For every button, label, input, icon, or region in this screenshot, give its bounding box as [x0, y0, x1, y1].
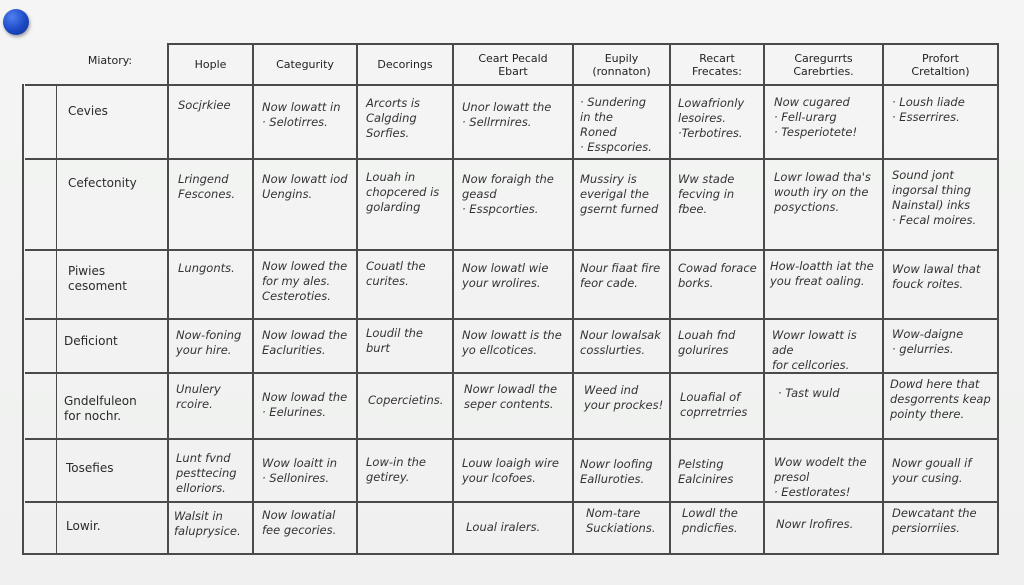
column-header: Ceart Pecald Ebart — [478, 52, 548, 78]
row-label: Cevies — [68, 104, 108, 118]
table-cell: Now lowed the for my ales. Cesteroties. — [262, 259, 348, 303]
table-cell: Dowd here that desgorrents keap pointy there. — [890, 377, 991, 421]
table-cell: Nowr loofing Ealluroties. — [580, 457, 653, 486]
table-cell: Low-in the getirey. — [366, 455, 427, 484]
row-label: Lowir. — [66, 519, 101, 533]
grid-line — [167, 43, 999, 45]
table-cell: Wow-daigne · gelurries. — [892, 327, 964, 356]
grid-line — [997, 43, 999, 555]
grid-line — [252, 43, 254, 555]
table-cell: Louw loaigh wire your lcofoes. — [462, 456, 559, 485]
grid-line — [25, 438, 999, 440]
grid-line — [882, 43, 884, 555]
table-cell: Lowdl the pndicfies. — [682, 506, 738, 535]
table-cell: Wowr lowatt is ade for cellcories. — [772, 328, 857, 372]
table-cell: Now lowad the Eaclurities. — [262, 328, 348, 357]
grid-line — [56, 84, 57, 555]
table-cell: · Tast wuld — [778, 386, 840, 400]
row-label: Gndelfuleon for nochr. — [64, 394, 137, 423]
grid-line — [25, 318, 999, 320]
table-cell: Mussiry is everigal the gsernt furned — [580, 172, 659, 216]
table-cell: Wow lawal that fouck roites. — [892, 262, 981, 291]
table-cell: Loual iralers. — [466, 520, 541, 534]
table-cell: How-loatth iat the you freat oaling. — [770, 259, 874, 288]
table-cell: Nour fiaat fire feor cade. — [580, 261, 661, 290]
grid-line — [572, 43, 574, 555]
column-header: Caregurrts Carebrties. — [793, 52, 854, 78]
table-cell: Wow loaitt in · Sellonires. — [262, 456, 338, 485]
column-header: Hople — [194, 58, 227, 71]
table-cell: Couatl the curites. — [366, 259, 426, 288]
table-cell: Ww stade fecving in fbee. — [678, 172, 735, 216]
table-cell: Nowr lrofires. — [776, 517, 854, 531]
table-cell: Cowad forace borks. — [678, 261, 757, 290]
row-label: Cefectonity — [68, 176, 137, 190]
column-header: Eupily (ronnaton) — [592, 52, 651, 78]
grid-line — [25, 158, 999, 160]
table-cell: Lungonts. — [178, 261, 235, 275]
table-cell: Pelsting Ealcinires — [678, 457, 734, 486]
table-cell: Louah in chopcered is golarding — [366, 170, 440, 214]
table-cell: Dewcatant the persiorriies. — [892, 506, 977, 535]
column-header: Profort Cretaltion) — [911, 52, 970, 78]
column-header: Recart Frecates: — [692, 52, 742, 78]
table-cell: Wow wodelt the presol · Eestlorates! — [774, 455, 867, 499]
table-cell: Lunt fvnd pesttecing elloriors. — [176, 451, 237, 495]
table-cell: Unulery rcoire. — [176, 382, 221, 411]
grid-line — [25, 501, 999, 503]
table-cell: Lowr lowad tha's wouth iry on the posyctions. — [774, 170, 871, 214]
table-cell: Now lowatt in · Selotirres. — [262, 100, 341, 129]
table-cell: Louafial of coprretrries — [680, 390, 748, 419]
magnet — [3, 9, 29, 35]
table-cell: Weed ind your prockes! — [584, 383, 664, 412]
table-cell: · Loush liade · Esserrires. — [892, 95, 965, 124]
grid-line — [763, 43, 765, 555]
table-cell: Now lowad the · Eelurines. — [262, 390, 348, 419]
grid-line — [25, 249, 999, 251]
table-cell: Lowafrionly lesoires. ·Terbotires. — [678, 96, 745, 140]
table-cell: Loudil the burt — [366, 326, 423, 355]
grid-line — [25, 84, 999, 86]
table-cell: Sound jont ingorsal thing Nainstal) inks · Fecal moires. — [892, 168, 977, 227]
table-cell: Nowr gouall if your cusing. — [892, 456, 972, 485]
table-cell: Nom-tare Suckiations. — [586, 506, 656, 535]
table-cell: Now-foning your hire. — [176, 328, 242, 357]
table-cell: Now cugared · Fell-urarg · Tesperiotete! — [774, 95, 858, 139]
row-label: Deficiont — [64, 334, 118, 348]
table-cell: Socjrkiee — [178, 98, 231, 112]
table-cell: Now lowatl wie your wrolires. — [462, 261, 549, 290]
table-cell: Walsit in faluprysice. — [174, 509, 241, 538]
column-header: Decorings — [377, 58, 433, 71]
table-cell: Louah fnd golurires — [678, 328, 736, 357]
table-cell: Lringend Fescones. — [178, 172, 236, 201]
grid-line — [167, 43, 169, 555]
table-cell: Now lowatial fee gecories. — [262, 508, 337, 537]
table-cell: Copercietins. — [368, 393, 444, 407]
corner-label: Miatory: — [87, 54, 133, 67]
table-cell: Now lowatt is the yo ellcotices. — [462, 328, 562, 357]
grid-line — [22, 84, 24, 555]
row-label: Piwies cesoment — [68, 264, 127, 293]
table-cell: Arcorts is Calgding Sorfies. — [366, 96, 421, 140]
table-cell: Nowr lowadl the seper contents. — [464, 382, 558, 411]
table-cell: Nour lowalsak cosslurties. — [580, 328, 661, 357]
row-label: Tosefies — [66, 461, 114, 475]
table-cell: Unor lowatt the · Sellrrnires. — [462, 100, 552, 129]
table-cell: Now lowatt iod Uengins. — [262, 172, 348, 201]
grid-line — [452, 43, 454, 555]
table-cell: Now foraigh the geasd · Esspcorties. — [462, 172, 554, 216]
grid-line — [356, 43, 358, 555]
table-cell: · Sundering in the Roned · Esspcories. — [580, 95, 652, 154]
grid-line — [669, 43, 671, 555]
column-header: Categurity — [276, 58, 334, 71]
